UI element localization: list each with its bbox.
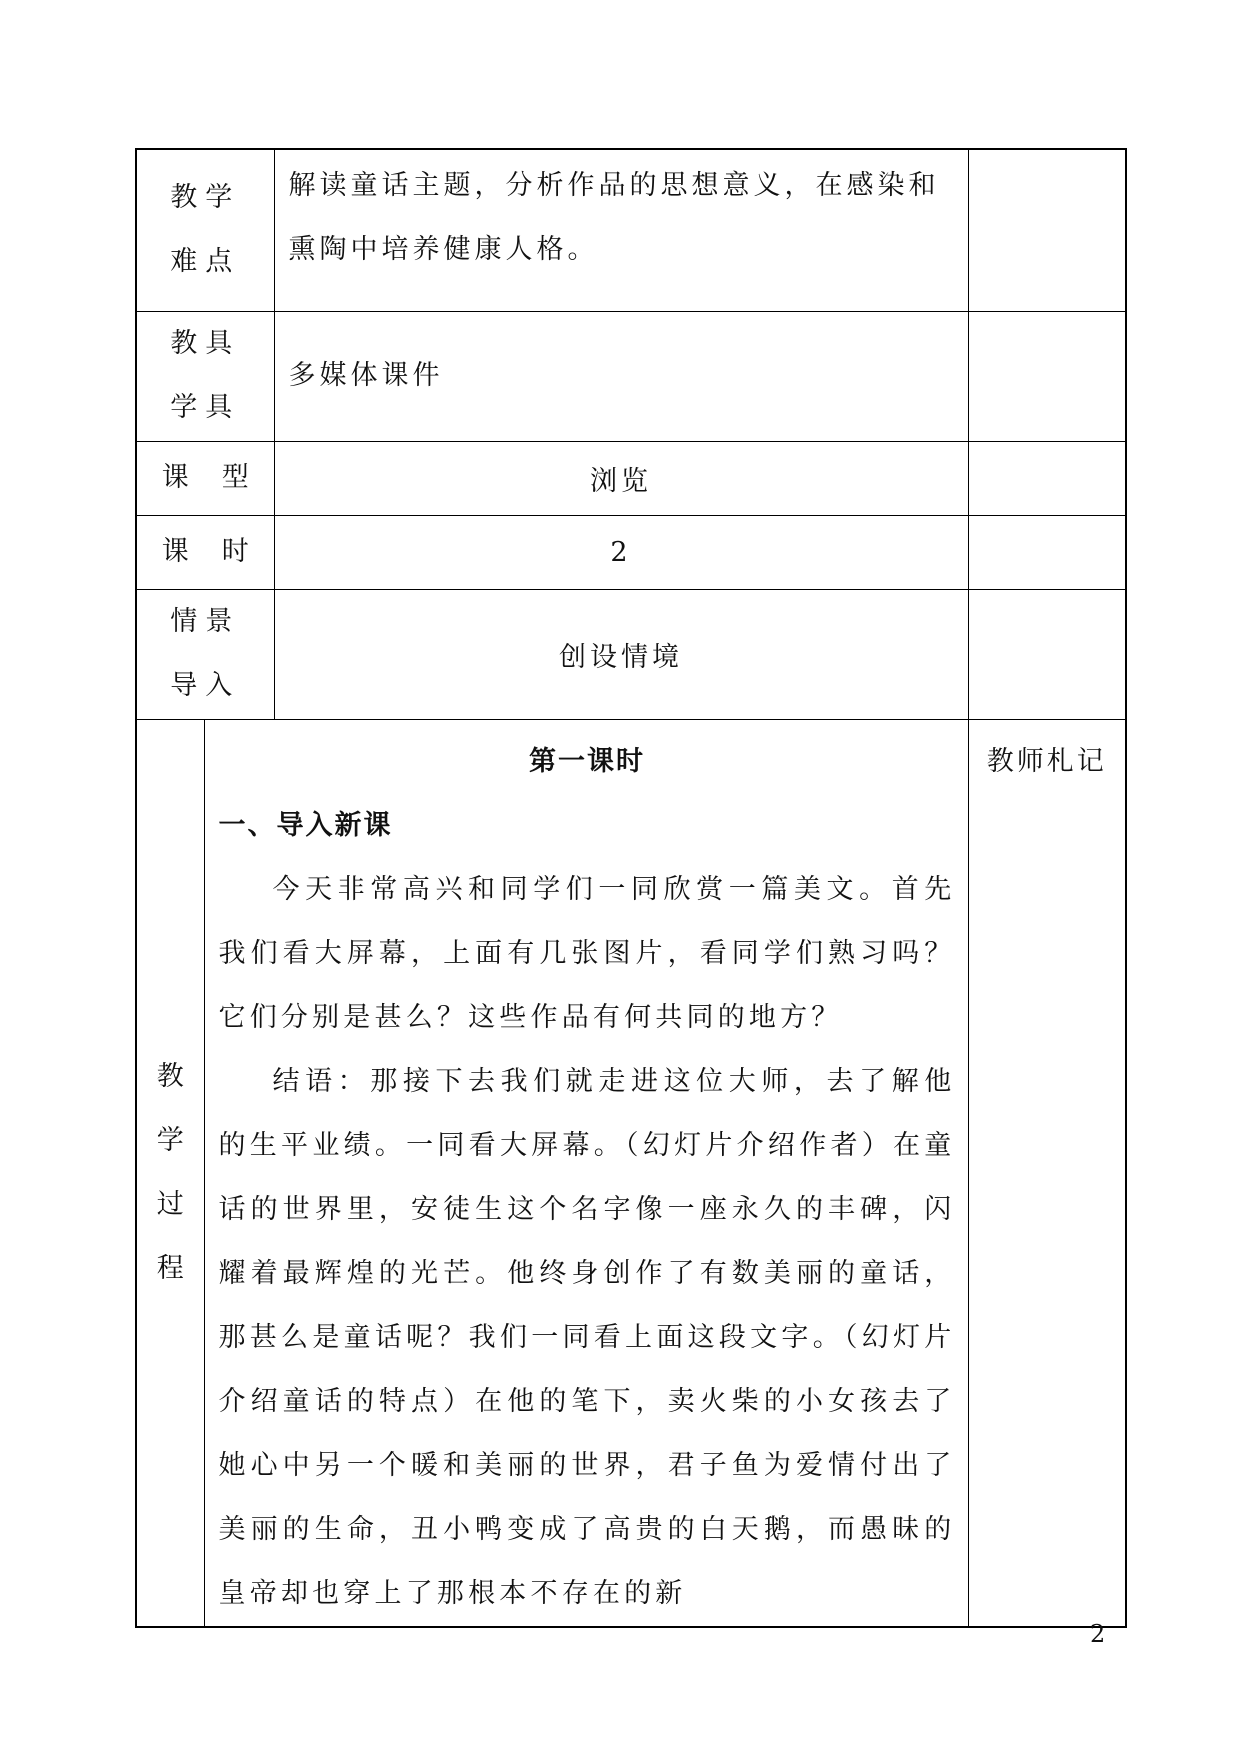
notes-intro	[968, 589, 1126, 719]
lesson-plan-table	[135, 148, 1127, 1628]
row-type	[136, 441, 1126, 515]
label-difficulty: 教学难点	[136, 149, 274, 311]
label-type: 课 型	[136, 441, 274, 515]
notes-tools	[968, 311, 1126, 441]
row-process	[136, 719, 1126, 1627]
content-difficulty: 解读童话主题，分析作品的思想意义，在感染和熏陶中培养健康人格。	[274, 149, 968, 311]
label-process: 教 学 过 程	[136, 719, 204, 1627]
content-type: 浏览	[274, 441, 968, 515]
notes-hours	[968, 515, 1126, 589]
content-hours: 2	[274, 515, 968, 589]
lesson-title: 第一课时	[529, 745, 645, 777]
row-hours	[136, 515, 1126, 589]
paragraph: 今天非常高兴和同学们一同欣赏一篇美文。首先我们看大屏幕，上面有几张图片，看同学们熟习吗？它们分别是甚么？这些作品有何共同的地方？	[218, 873, 956, 1033]
label-intro: 情景导入	[136, 589, 274, 719]
label-tools: 教具学具	[136, 311, 274, 441]
content-intro: 创设情境	[274, 589, 968, 719]
process-content	[204, 719, 968, 1627]
label-hours: 课 时	[136, 515, 274, 589]
section-heading: 一、导入新课	[218, 809, 393, 841]
row-difficulty	[136, 149, 1126, 311]
notes-type	[968, 441, 1126, 515]
paragraph: 结语：那接下去我们就走进这位大师，去了解他的生平业绩。一同看大屏幕。（幻灯片介绍作者）在童话的世界里，安徒生这个名字像一座永久的丰碑，闪耀着最辉煌的光芒。他终身创作了有数美丽的童话，那甚么是童话呢？我们一同看上面这段文字。（幻灯片介绍童话的特点）在他的笔下，卖火柴的小女孩去了她心中另一个暖和美丽的世界，君子鱼为爱情付出了美丽的生命，丑小鸭变成了高贵的白天鹅，而愚昧的皇帝却也穿上了那根本不存在的新	[218, 1065, 956, 1609]
teacher-notes-heading: 教师札记	[968, 719, 1126, 1627]
content-tools: 多媒体课件	[274, 311, 968, 441]
page-number: 2	[1090, 1620, 1106, 1648]
notes-difficulty	[968, 149, 1126, 311]
row-intro	[136, 589, 1126, 719]
row-tools	[136, 311, 1126, 441]
